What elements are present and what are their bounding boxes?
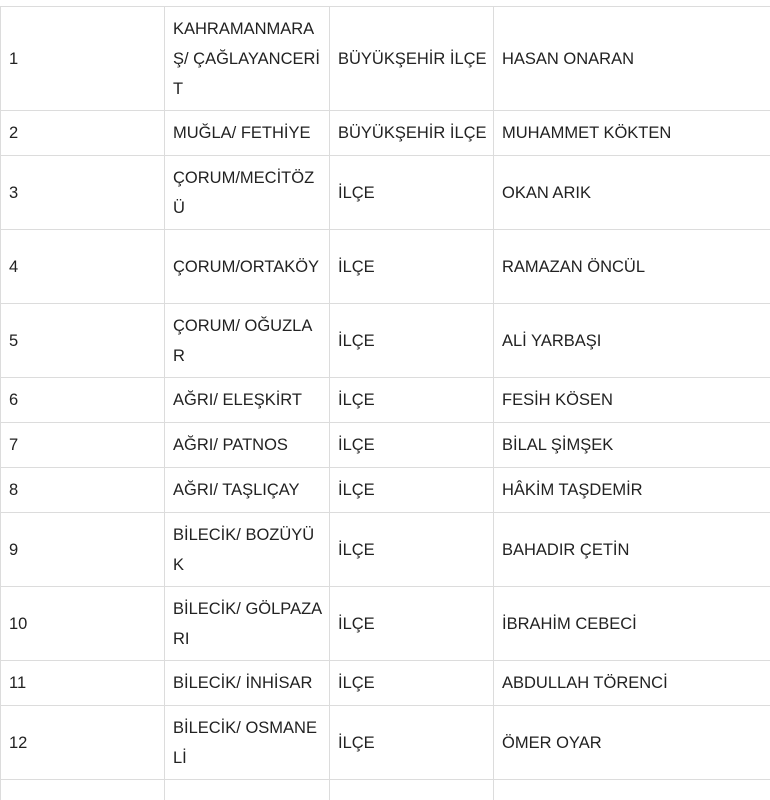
- row-number-cell: 10: [1, 587, 165, 661]
- table-row-partial: [1, 780, 770, 800]
- table-row: [1, 7, 770, 111]
- table-row: [1, 156, 770, 230]
- candidate-name-cell: ÖMER OYAR: [494, 706, 770, 780]
- table-row: [1, 468, 770, 513]
- table-row: [1, 304, 770, 378]
- empty-cell: [165, 780, 330, 800]
- candidate-name-cell: BİLAL ŞİMŞEK: [494, 423, 770, 468]
- municipality-type-cell: BÜYÜKŞEHİR İLÇE: [330, 111, 494, 156]
- candidate-name-cell: ABDULLAH TÖRENCİ: [494, 661, 770, 706]
- table-row: [1, 423, 770, 468]
- municipality-type-cell: İLÇE: [330, 230, 494, 304]
- city-district-cell: KAHRAMANMARAŞ/ ÇAĞLAYANCERİT: [165, 7, 330, 111]
- city-district-cell: BİLECİK/ GÖLPAZARI: [165, 587, 330, 661]
- table-row: [1, 513, 770, 587]
- candidate-name-cell: İBRAHİM CEBECİ: [494, 587, 770, 661]
- city-district-cell: AĞRI/ PATNOS: [165, 423, 330, 468]
- city-district-cell: ÇORUM/ORTAKÖY: [165, 230, 330, 304]
- table-row: [1, 230, 770, 304]
- table-row: [1, 111, 770, 156]
- municipality-type-cell: BÜYÜKŞEHİR İLÇE: [330, 7, 494, 111]
- municipality-type-cell: İLÇE: [330, 156, 494, 230]
- table-body: [1, 7, 770, 800]
- row-number-cell: 9: [1, 513, 165, 587]
- city-district-cell: MUĞLA/ FETHİYE: [165, 111, 330, 156]
- row-number-cell: 11: [1, 661, 165, 706]
- row-number-cell: 12: [1, 706, 165, 780]
- empty-cell: [494, 780, 770, 800]
- municipality-type-cell: İLÇE: [330, 423, 494, 468]
- table-row: [1, 661, 770, 706]
- city-district-cell: ÇORUM/ OĞUZLAR: [165, 304, 330, 378]
- candidate-name-cell: OKAN ARIK: [494, 156, 770, 230]
- row-number-cell: 1: [1, 7, 165, 111]
- row-number-cell: 2: [1, 111, 165, 156]
- municipality-type-cell: İLÇE: [330, 468, 494, 513]
- candidate-name-cell: HÂKİM TAŞDEMİR: [494, 468, 770, 513]
- municipality-type-cell: İLÇE: [330, 587, 494, 661]
- city-district-cell: BİLECİK/ BOZÜYÜK: [165, 513, 330, 587]
- city-district-cell: BİLECİK/ İNHİSAR: [165, 661, 330, 706]
- table-row: [1, 587, 770, 661]
- empty-cell: [330, 780, 494, 800]
- row-number-cell: 8: [1, 468, 165, 513]
- row-number-cell: 3: [1, 156, 165, 230]
- municipality-type-cell: İLÇE: [330, 513, 494, 587]
- candidate-name-cell: ALİ YARBAŞI: [494, 304, 770, 378]
- city-district-cell: BİLECİK/ OSMANELİ: [165, 706, 330, 780]
- candidate-name-cell: HASAN ONARAN: [494, 7, 770, 111]
- city-district-cell: AĞRI/ ELEŞKİRT: [165, 378, 330, 423]
- mayor-candidates-table: [0, 6, 770, 800]
- empty-cell: [1, 780, 165, 800]
- municipality-type-cell: İLÇE: [330, 304, 494, 378]
- row-number-cell: 7: [1, 423, 165, 468]
- municipality-type-cell: İLÇE: [330, 661, 494, 706]
- municipality-type-cell: İLÇE: [330, 706, 494, 780]
- table-row: [1, 378, 770, 423]
- row-number-cell: 5: [1, 304, 165, 378]
- row-number-cell: 6: [1, 378, 165, 423]
- table-row: [1, 706, 770, 780]
- city-district-cell: ÇORUM/MECİTÖZÜ: [165, 156, 330, 230]
- candidate-name-cell: BAHADIR ÇETİN: [494, 513, 770, 587]
- city-district-cell: AĞRI/ TAŞLIÇAY: [165, 468, 330, 513]
- candidate-name-cell: FESİH KÖSEN: [494, 378, 770, 423]
- candidate-name-cell: RAMAZAN ÖNCÜL: [494, 230, 770, 304]
- row-number-cell: 4: [1, 230, 165, 304]
- municipality-type-cell: İLÇE: [330, 378, 494, 423]
- candidate-name-cell: MUHAMMET KÖKTEN: [494, 111, 770, 156]
